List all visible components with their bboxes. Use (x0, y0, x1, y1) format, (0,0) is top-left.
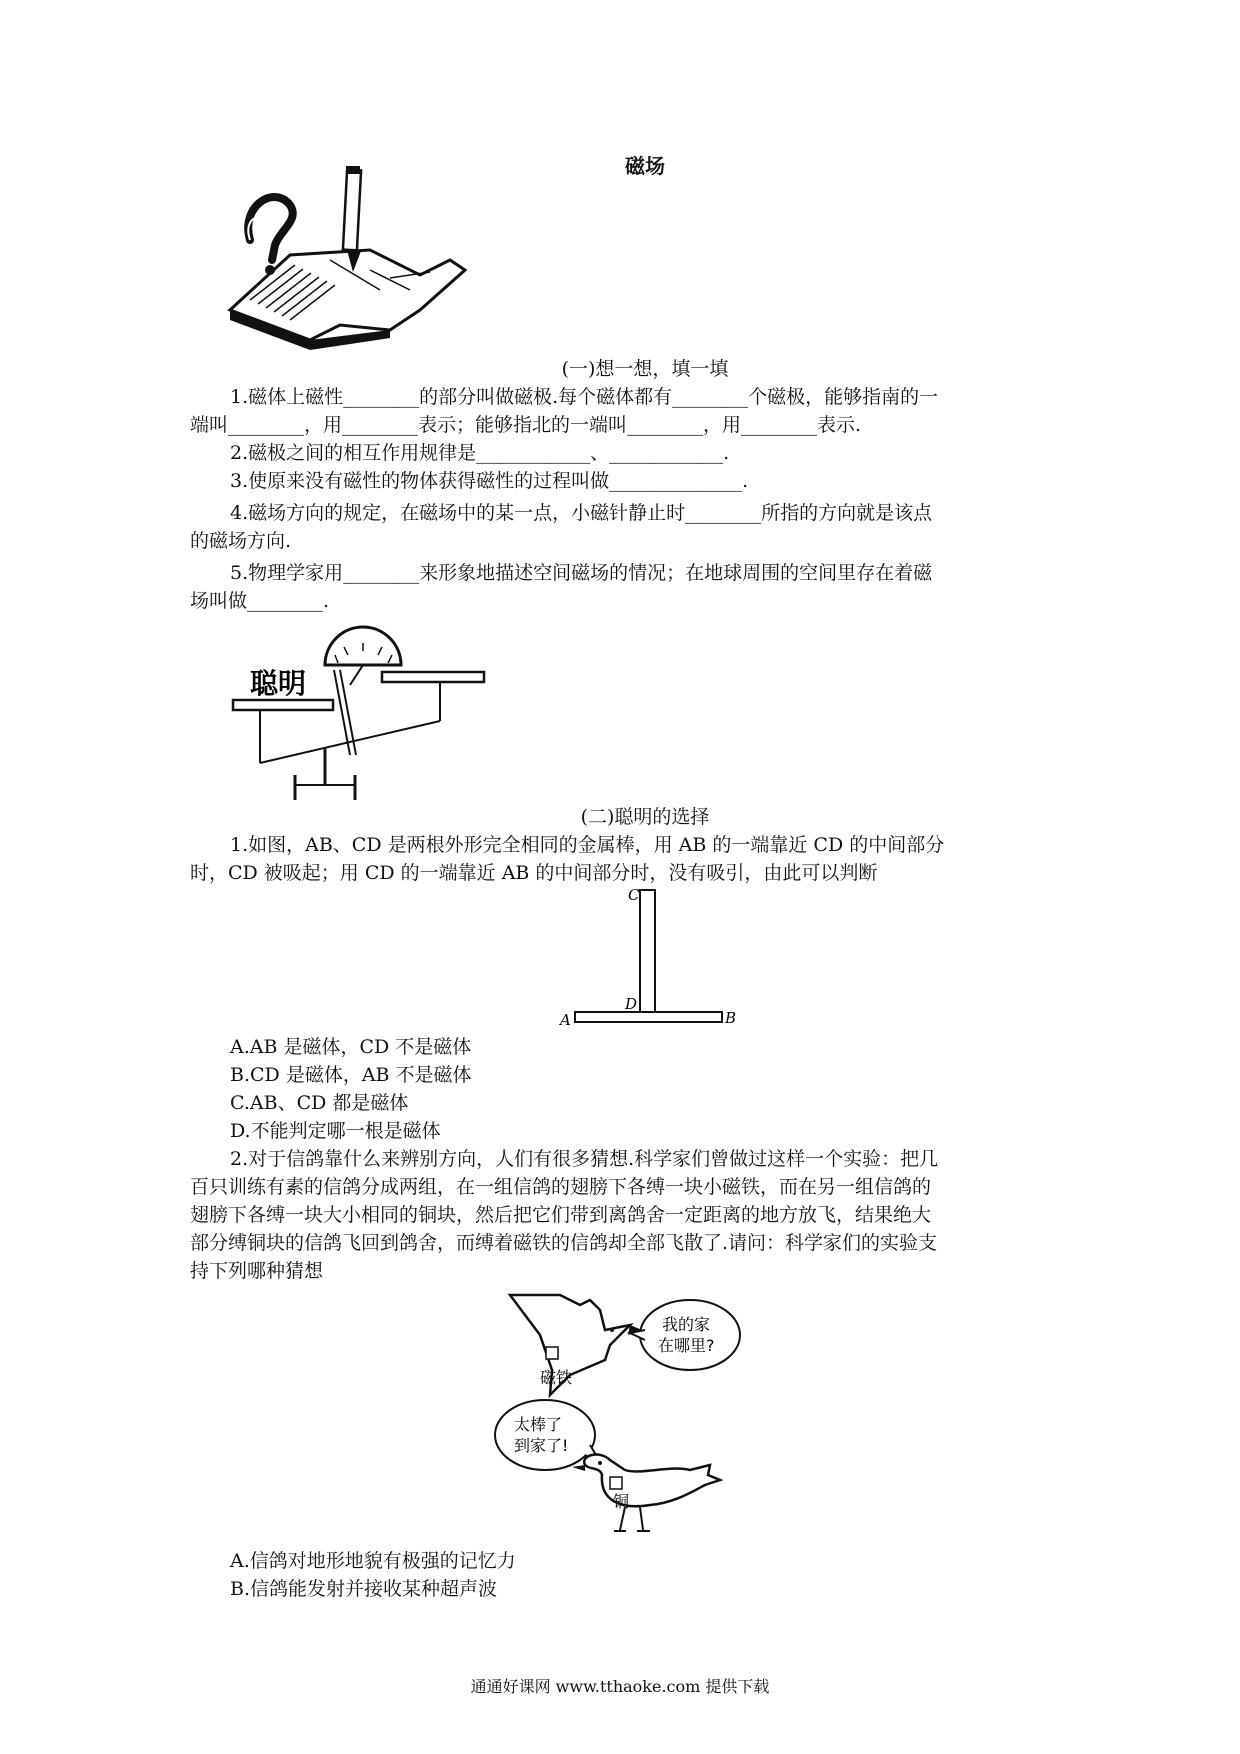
page-title: 磁场 (625, 154, 665, 178)
q2-option-a: A.信鸽对地形地貌有极强的记忆力 (230, 1550, 516, 1572)
section1-heading: (一)想一想，填一填 (561, 358, 729, 380)
q2-line-4: 部分缚铜块的信鸽飞回到鸽舍，而缚着磁铁的信鸽却全部飞散了.请问：科学家们的实验支 (190, 1232, 938, 1254)
s1-line-2: 端叫________，用________表示；能够指北的一端叫________，用________表示. (190, 414, 862, 436)
magnet-label: 磁铁 (540, 1368, 573, 1387)
q2-line-5: 持下列哪种猜想 (190, 1260, 324, 1282)
pigeons-illustration (490, 1285, 790, 1540)
q2-line-3: 翅膀下各缚一块大小相同的铜块，然后把它们带到离鸽舍一定距离的地方放飞，结果绝大 (190, 1204, 932, 1226)
q2-line-2: 百只训练有素的信鸽分成两组，在一组信鸽的翅膀下各缚一块小磁铁，而在另一组信鸽的 (190, 1176, 932, 1198)
q1-option-a: A.AB 是磁体，CD 不是磁体 (230, 1036, 472, 1058)
q2-option-b: B.信鸽能发射并接收某种超声波 (230, 1578, 498, 1600)
book-pencil-illustration (220, 180, 480, 370)
label-d: D (625, 995, 638, 1013)
copper-label: 铜 (613, 1492, 630, 1511)
q1-option-c: C.AB、CD 都是磁体 (230, 1092, 409, 1114)
bubble1-line2: 在哪里? (658, 1336, 715, 1355)
s1-line-6: 的磁场方向. (190, 530, 292, 552)
q2-line-1: 2.对于信鸽靠什么来辨别方向，人们有很多猜想.科学家们曾做过这样一个实验：把几 (230, 1148, 939, 1170)
s1-line-1: 1.磁体上磁性________的部分叫做磁极.每个磁体都有________个磁极，能够指南的一 (230, 386, 939, 408)
footer: 通通好课网 www.tthaoke.com 提供下载 (470, 1677, 770, 1696)
s1-line-7: 5.物理学家用________来形象地描述空间磁场的情况；在地球周围的空间里存在着磁 (230, 562, 933, 584)
s1-line-5: 4.磁场方向的规定，在磁场中的某一点，小磁针静止时________所指的方向就是该点 (230, 502, 933, 524)
label-c: C (628, 886, 640, 904)
label-b: B (725, 1009, 737, 1027)
s1-line-8: 场叫做________. (190, 590, 330, 612)
s1-line-4: 3.使原来没有磁性的物体获得磁性的过程叫做______________. (230, 470, 749, 492)
q1-option-b: B.CD 是磁体，AB 不是磁体 (230, 1064, 472, 1086)
bubble2-line1: 太棒了 (514, 1415, 563, 1434)
q1-line-2: 时，CD 被吸起；用 CD 的一端靠近 AB 的中间部分时，没有吸引，由此可以判断 (190, 862, 878, 884)
rods-figure (555, 885, 745, 1030)
s1-line-3: 2.磁极之间的相互作用规律是____________、____________. (230, 442, 730, 464)
balance-illustration (230, 615, 500, 805)
bubble1-line1: 我的家 (662, 1315, 711, 1334)
q1-line-1: 1.如图，AB、CD 是两根外形完全相同的金属棒，用 AB 的一端靠近 CD 的中间部分 (230, 834, 945, 856)
banner-label: 聪明 (250, 667, 307, 700)
q1-option-d: D.不能判定哪一根是磁体 (230, 1120, 441, 1142)
label-a: A (560, 1011, 571, 1029)
bubble2-line2: 到家了! (514, 1436, 569, 1455)
section2-heading: (二)聪明的选择 (580, 806, 710, 828)
